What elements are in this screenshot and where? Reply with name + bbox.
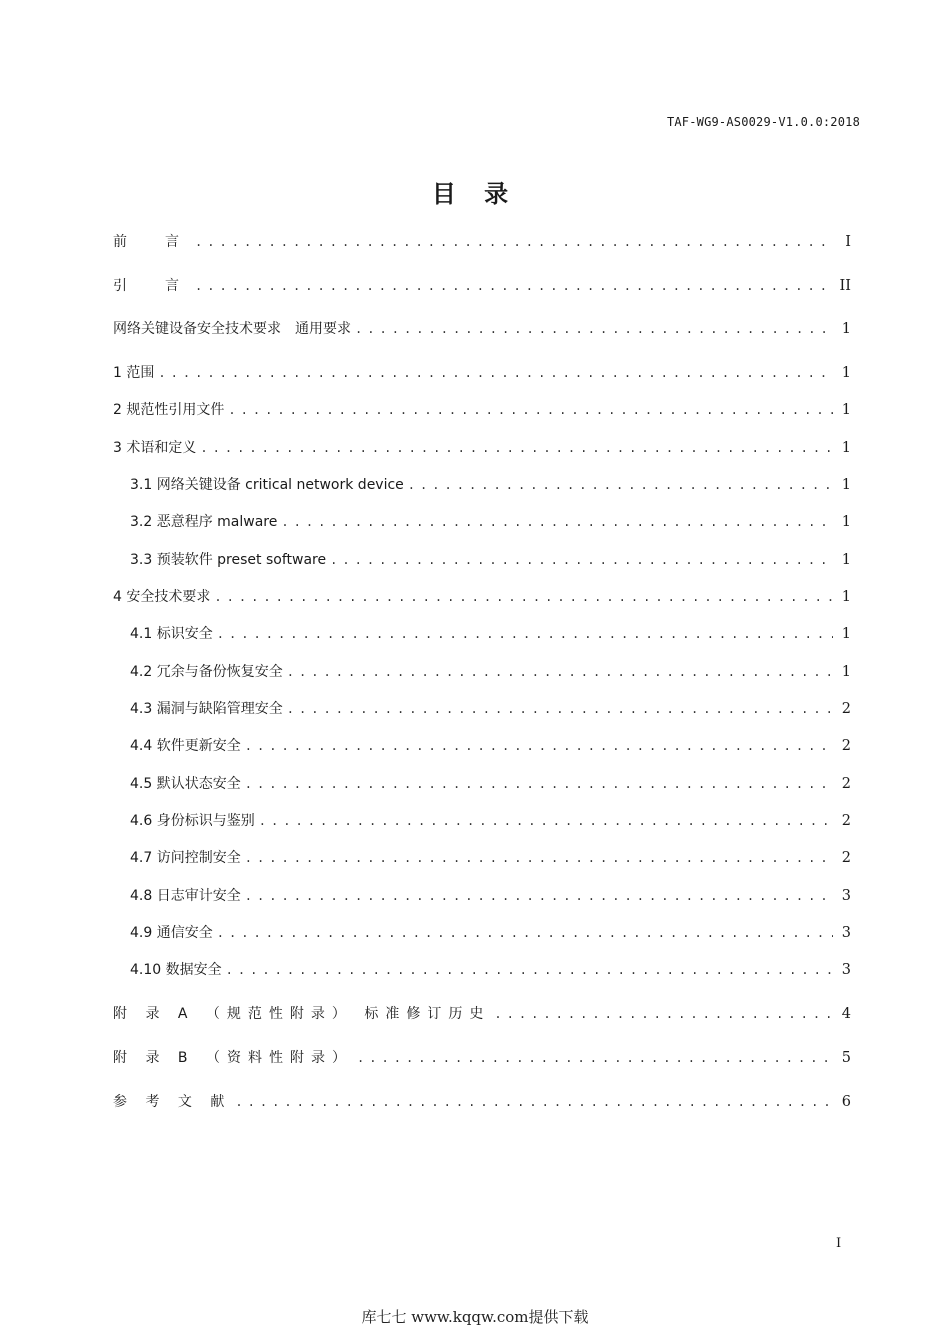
toc-entry-section-4-10[interactable] [130,959,851,981]
toc-entry-introduction[interactable] [113,275,851,297]
toc-entry-section-1[interactable] [113,362,851,384]
leader-dots [235,1091,833,1113]
toc-entry-label: 3.2 恶意程序 malware [130,514,278,530]
toc-entry-label: 附 录 B （资料性附录） [113,1050,353,1066]
toc-entry-label: 附 录 A （规范性附录） 标准修订历史 [113,1006,491,1022]
toc-entry-references[interactable] [113,1091,851,1113]
leader-dots [355,318,833,340]
toc-entry-section-4[interactable] [113,586,851,608]
leader-dots [158,362,833,384]
toc-entry-page: 2 [841,738,851,754]
toc-entry-page: 1 [841,402,851,418]
leader-dots [494,1003,833,1025]
toc-entry-page: 2 [841,776,851,792]
leader-dots [281,511,833,533]
toc-entry-label: 4.7 访问控制安全 [130,850,241,866]
toc-entry-section-2[interactable] [113,399,851,421]
toc-entry-label: 4.8 日志审计安全 [130,888,241,904]
toc-entry-page: I [845,234,851,250]
toc-entry-page: 2 [841,813,851,829]
toc-entry-page: 1 [841,589,851,605]
leader-dots [245,847,833,869]
toc-entry-page: 3 [841,888,851,904]
toc-entry-label: 1 范围 [113,365,155,381]
toc-entry-page: 1 [841,514,851,530]
leader-dots [214,586,833,608]
toc-entry-page: 3 [841,962,851,978]
toc-entry-section-3-2[interactable] [130,511,851,533]
page-number: I [836,1236,842,1251]
toc-entry-appendix-b[interactable] [113,1047,851,1069]
toc-entry-section-3-1[interactable] [130,474,851,496]
toc-entry-label: 3.3 预装软件 preset software [130,552,327,568]
leader-dots [200,437,833,459]
toc-entry-page: 4 [841,1006,851,1022]
leader-dots [330,549,833,571]
toc-entry-label: 4.2 冗余与备份恢复安全 [130,664,283,680]
leader-dots [259,810,833,832]
toc-entry-section-4-6[interactable] [130,810,851,832]
toc-entry-label: 前 言 [113,234,191,250]
leader-dots [228,399,833,421]
leader-dots [287,698,833,720]
leader-dots [217,623,833,645]
leader-dots [226,959,833,981]
toc-entry-page: 1 [841,365,851,381]
toc-entry-page: 1 [841,477,851,493]
toc-entry-label: 4.1 标识安全 [130,626,213,642]
toc-entry-page: 1 [841,321,851,337]
toc-entry-label: 4.5 默认状态安全 [130,776,241,792]
toc-entry-appendix-a[interactable] [113,1003,851,1025]
leader-dots [195,275,833,297]
toc-entry-page: 5 [841,1050,851,1066]
toc-entry-label: 网络关键设备安全技术要求 通用要求 [113,321,351,337]
toc-entry-page: II [839,278,851,294]
toc-entry-page: 6 [841,1094,851,1110]
toc-entry-label: 4.10 数据安全 [130,962,222,978]
toc-entry-page: 2 [841,701,851,717]
toc-entry-label: 4.3 漏洞与缺陷管理安全 [130,701,283,717]
toc-entry-label: 3.1 网络关键设备 critical network device [130,477,404,493]
leader-dots [217,922,833,944]
toc-entry-foreword[interactable] [113,231,851,253]
toc-entry-page: 1 [841,552,851,568]
toc-entry-label: 3 术语和定义 [113,440,197,456]
toc-entry-label: 4.6 身份标识与鉴别 [130,813,255,829]
leader-dots [287,661,833,683]
toc-entry-section-4-4[interactable] [130,735,851,757]
toc-entry-section-4-3[interactable] [130,698,851,720]
leader-dots [408,474,833,496]
toc-entry-main-title[interactable] [113,318,851,340]
toc-entry-section-4-2[interactable] [130,661,851,683]
toc-entry-page: 1 [841,664,851,680]
leader-dots [195,231,833,253]
toc-entry-section-3[interactable] [113,437,851,459]
toc-entry-label: 4.4 软件更新安全 [130,738,241,754]
toc-entry-section-4-8[interactable] [130,885,851,907]
toc-entry-section-4-5[interactable] [130,773,851,795]
leader-dots [245,885,833,907]
toc-entry-label: 4 安全技术要求 [113,589,211,605]
footer-watermark: 库七七 www.kqqw.com提供下载 [361,1308,589,1326]
leader-dots [245,735,833,757]
toc-entry-page: 2 [841,850,851,866]
leader-dots [245,773,833,795]
toc-entry-label: 4.9 通信安全 [130,925,213,941]
toc-entry-page: 3 [841,925,851,941]
toc-entry-page: 1 [841,440,851,456]
leader-dots [357,1047,833,1069]
toc-entry-label: 2 规范性引用文件 [113,402,225,418]
toc-entry-label: 参 考 文 献 [113,1094,232,1110]
toc-entry-section-4-7[interactable] [130,847,851,869]
document-code: TAF-WG9-AS0029-V1.0.0:2018 [666,115,860,129]
toc-title: 目 录 [431,180,519,208]
toc-entry-section-3-3[interactable] [130,549,851,571]
toc-entry-section-4-1[interactable] [130,623,851,645]
toc-entry-section-4-9[interactable] [130,922,851,944]
toc-entry-page: 1 [841,626,851,642]
toc-entry-label: 引 言 [113,278,191,294]
